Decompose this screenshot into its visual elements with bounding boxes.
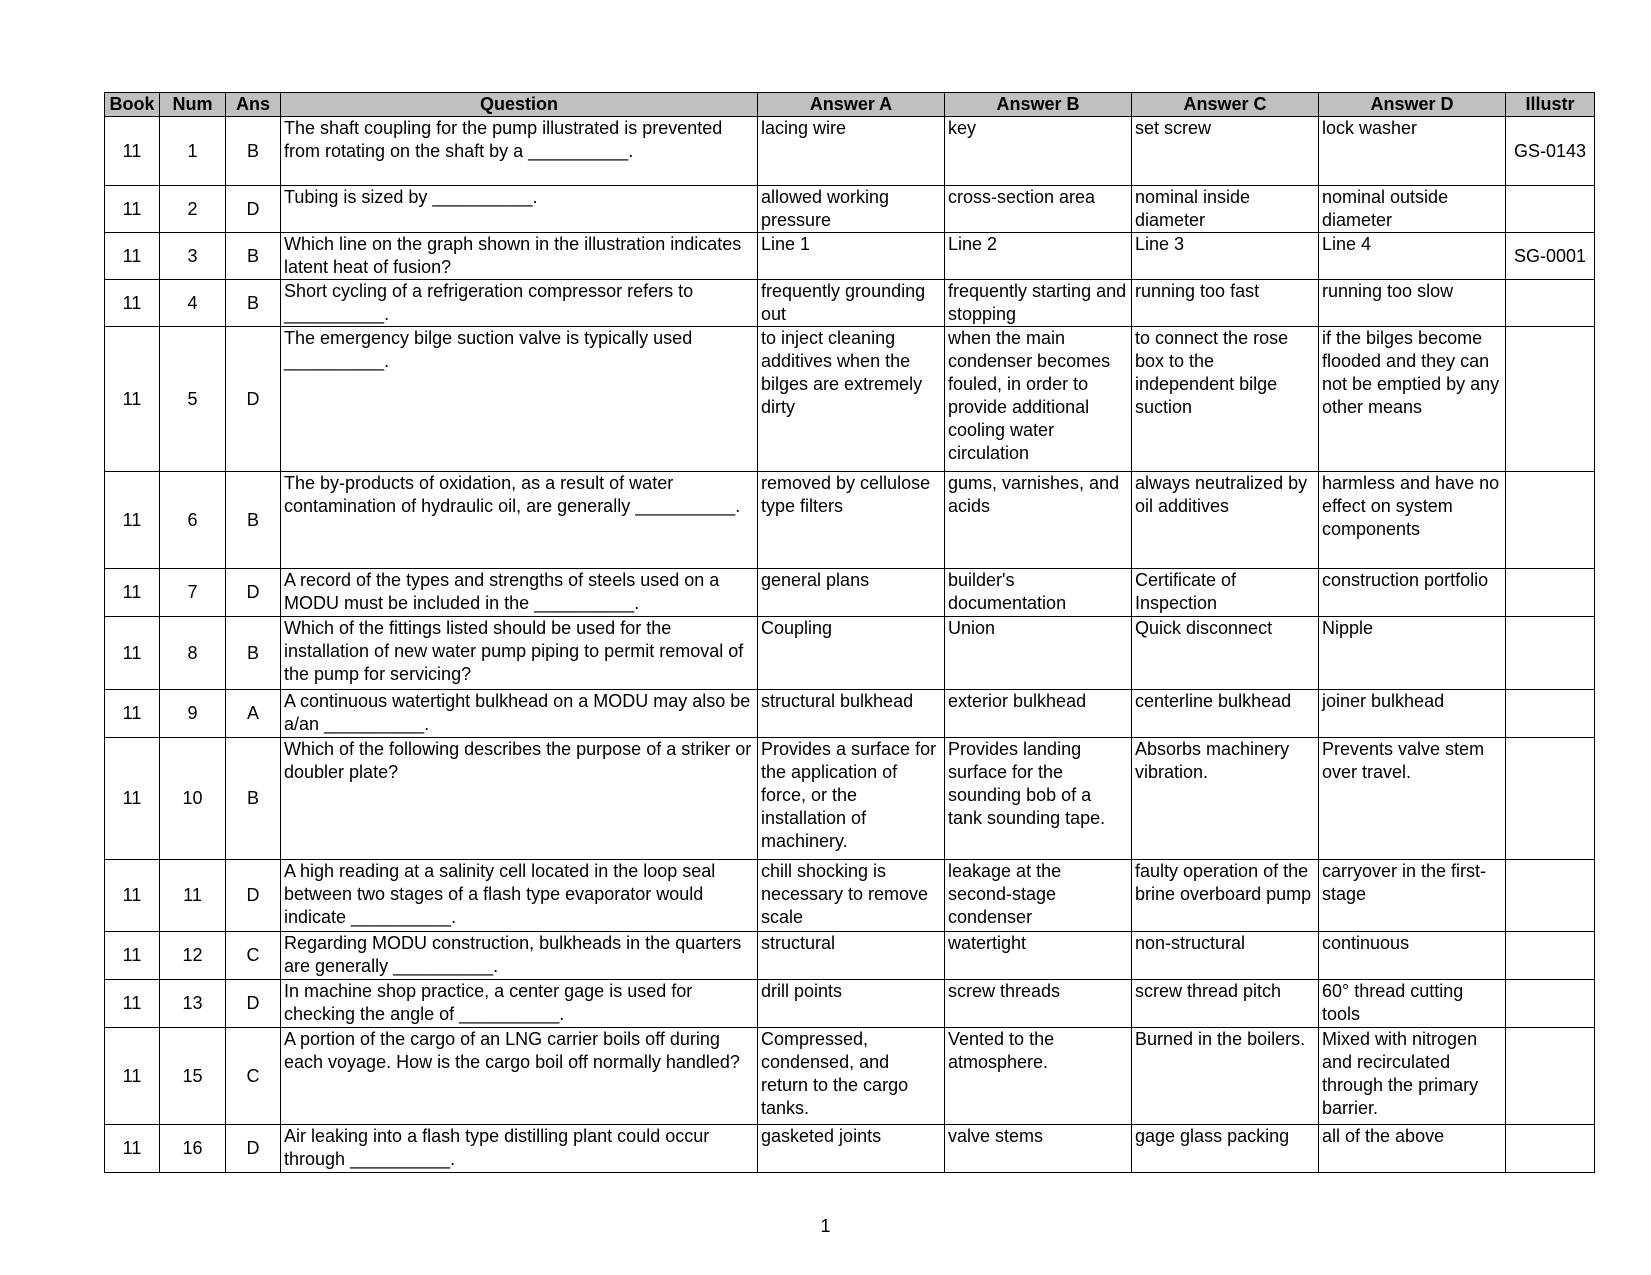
col-header-book: Book: [105, 93, 160, 117]
cell-illustr: [1506, 280, 1595, 327]
cell-answer-a: drill points: [758, 980, 945, 1028]
cell-book: 11: [105, 117, 160, 186]
cell-book: 11: [105, 327, 160, 472]
cell-num: 9: [160, 690, 226, 738]
cell-answer-d: construction portfolio: [1319, 569, 1506, 617]
cell-book: 11: [105, 932, 160, 980]
cell-question: Short cycling of a refrigeration compressor refers to __________.: [281, 280, 758, 327]
table-row: [105, 186, 1595, 233]
cell-num: 15: [160, 1028, 226, 1125]
table-row: [105, 860, 1595, 932]
col-header-question: Question: [281, 93, 758, 117]
cell-answer-b: Line 2: [945, 233, 1132, 280]
table-row: [105, 327, 1595, 472]
cell-book: 11: [105, 569, 160, 617]
cell-num: 10: [160, 738, 226, 860]
cell-answer-b: exterior bulkhead: [945, 690, 1132, 738]
cell-question: A portion of the cargo of an LNG carrier boils off during each voyage. How is the cargo boil off normally handled?: [281, 1028, 758, 1125]
cell-num: 5: [160, 327, 226, 472]
cell-answer-d: lock washer: [1319, 117, 1506, 186]
cell-answer-d: Nipple: [1319, 617, 1506, 690]
cell-book: 11: [105, 738, 160, 860]
cell-answer-a: gasketed joints: [758, 1125, 945, 1173]
cell-answer-a: structural bulkhead: [758, 690, 945, 738]
cell-ans: D: [226, 327, 281, 472]
cell-illustr: [1506, 1028, 1595, 1125]
cell-illustr: [1506, 738, 1595, 860]
cell-illustr: [1506, 472, 1595, 569]
cell-illustr: [1506, 932, 1595, 980]
table-row: [105, 233, 1595, 280]
cell-book: 11: [105, 980, 160, 1028]
cell-book: 11: [105, 617, 160, 690]
cell-question: Which line on the graph shown in the illustration indicates latent heat of fusion?: [281, 233, 758, 280]
cell-question: The shaft coupling for the pump illustrated is prevented from rotating on the shaft by a __________.: [281, 117, 758, 186]
col-header-answer-a: Answer A: [758, 93, 945, 117]
cell-question: The emergency bilge suction valve is typically used __________.: [281, 327, 758, 472]
cell-question: Regarding MODU construction, bulkheads in the quarters are generally __________.: [281, 932, 758, 980]
cell-answer-b: screw threads: [945, 980, 1132, 1028]
cell-ans: A: [226, 690, 281, 738]
cell-answer-c: running too fast: [1132, 280, 1319, 327]
cell-book: 11: [105, 472, 160, 569]
cell-answer-c: Line 3: [1132, 233, 1319, 280]
cell-illustr: SG-0001: [1506, 233, 1595, 280]
cell-answer-c: nominal inside diameter: [1132, 186, 1319, 233]
page-number: 1: [820, 1216, 831, 1236]
table-row: [105, 690, 1595, 738]
cell-answer-a: lacing wire: [758, 117, 945, 186]
cell-answer-b: leakage at the second-stage condenser: [945, 860, 1132, 932]
cell-answer-a: Compressed, condensed, and return to the cargo tanks.: [758, 1028, 945, 1125]
cell-answer-b: watertight: [945, 932, 1132, 980]
cell-num: 6: [160, 472, 226, 569]
cell-num: 13: [160, 980, 226, 1028]
col-header-ans: Ans: [226, 93, 281, 117]
cell-answer-c: set screw: [1132, 117, 1319, 186]
cell-answer-a: removed by cellulose type filters: [758, 472, 945, 569]
cell-answer-b: key: [945, 117, 1132, 186]
cell-ans: C: [226, 932, 281, 980]
cell-answer-a: general plans: [758, 569, 945, 617]
cell-illustr: [1506, 690, 1595, 738]
cell-answer-c: non-structural: [1132, 932, 1319, 980]
table-row: [105, 117, 1595, 186]
cell-ans: D: [226, 569, 281, 617]
cell-ans: B: [226, 617, 281, 690]
table-row: [105, 980, 1595, 1028]
cell-answer-a: frequently grounding out: [758, 280, 945, 327]
cell-illustr: [1506, 617, 1595, 690]
cell-book: 11: [105, 186, 160, 233]
cell-question: A record of the types and strengths of steels used on a MODU must be included in the __________.: [281, 569, 758, 617]
cell-answer-d: if the bilges become flooded and they can not be emptied by any other means: [1319, 327, 1506, 472]
cell-answer-d: Line 4: [1319, 233, 1506, 280]
cell-book: 11: [105, 860, 160, 932]
cell-answer-b: builder's documentation: [945, 569, 1132, 617]
table-row: [105, 617, 1595, 690]
cell-ans: D: [226, 186, 281, 233]
cell-answer-d: all of the above: [1319, 1125, 1506, 1173]
cell-ans: B: [226, 280, 281, 327]
header-row: [105, 93, 1595, 117]
cell-book: 11: [105, 1028, 160, 1125]
cell-answer-d: continuous: [1319, 932, 1506, 980]
cell-illustr: [1506, 569, 1595, 617]
cell-answer-b: Union: [945, 617, 1132, 690]
cell-illustr: [1506, 980, 1595, 1028]
cell-num: 16: [160, 1125, 226, 1173]
cell-answer-c: Burned in the boilers.: [1132, 1028, 1319, 1125]
col-header-answer-d: Answer D: [1319, 93, 1506, 117]
cell-illustr: GS-0143: [1506, 117, 1595, 186]
cell-answer-c: faulty operation of the brine overboard pump: [1132, 860, 1319, 932]
table-row: [105, 472, 1595, 569]
col-header-answer-b: Answer B: [945, 93, 1132, 117]
cell-num: 1: [160, 117, 226, 186]
cell-answer-b: cross-section area: [945, 186, 1132, 233]
table-row: [105, 932, 1595, 980]
cell-num: 11: [160, 860, 226, 932]
cell-answer-c: always neutralized by oil additives: [1132, 472, 1319, 569]
cell-num: 7: [160, 569, 226, 617]
cell-illustr: [1506, 860, 1595, 932]
cell-book: 11: [105, 1125, 160, 1173]
cell-question: A high reading at a salinity cell located in the loop seal between two stages of a flash type evaporator would indicate __________.: [281, 860, 758, 932]
cell-answer-c: Absorbs machinery vibration.: [1132, 738, 1319, 860]
cell-illustr: [1506, 186, 1595, 233]
table-row: [105, 280, 1595, 327]
cell-illustr: [1506, 1125, 1595, 1173]
col-header-illustr: Illustr: [1506, 93, 1595, 117]
cell-answer-a: structural: [758, 932, 945, 980]
cell-question: The by-products of oxidation, as a result of water contamination of hydraulic oil, are generally __________.: [281, 472, 758, 569]
cell-ans: D: [226, 980, 281, 1028]
cell-answer-d: running too slow: [1319, 280, 1506, 327]
cell-answer-d: joiner bulkhead: [1319, 690, 1506, 738]
cell-illustr: [1506, 327, 1595, 472]
cell-num: 3: [160, 233, 226, 280]
cell-answer-c: Quick disconnect: [1132, 617, 1319, 690]
cell-answer-b: gums, varnishes, and acids: [945, 472, 1132, 569]
cell-answer-c: Certificate of Inspection: [1132, 569, 1319, 617]
table-row: [105, 738, 1595, 860]
cell-question: A continuous watertight bulkhead on a MODU may also be a/an __________.: [281, 690, 758, 738]
question-table: [104, 92, 1595, 1173]
cell-question: In machine shop practice, a center gage is used for checking the angle of __________.: [281, 980, 758, 1028]
cell-answer-d: Prevents valve stem over travel.: [1319, 738, 1506, 860]
cell-answer-c: screw thread pitch: [1132, 980, 1319, 1028]
cell-ans: B: [226, 233, 281, 280]
cell-answer-a: to inject cleaning additives when the bilges are extremely dirty: [758, 327, 945, 472]
cell-answer-d: carryover in the first-stage: [1319, 860, 1506, 932]
cell-answer-b: Vented to the atmosphere.: [945, 1028, 1132, 1125]
cell-num: 12: [160, 932, 226, 980]
cell-book: 11: [105, 233, 160, 280]
cell-ans: B: [226, 117, 281, 186]
cell-num: 4: [160, 280, 226, 327]
cell-answer-a: Provides a surface for the application of force, or the installation of machinery.: [758, 738, 945, 860]
table-row: [105, 1125, 1595, 1173]
cell-ans: B: [226, 472, 281, 569]
cell-book: 11: [105, 690, 160, 738]
cell-answer-a: allowed working pressure: [758, 186, 945, 233]
cell-answer-b: when the main condenser becomes fouled, in order to provide additional cooling water circulation: [945, 327, 1132, 472]
cell-answer-b: frequently starting and stopping: [945, 280, 1132, 327]
cell-answer-a: Line 1: [758, 233, 945, 280]
cell-ans: C: [226, 1028, 281, 1125]
cell-answer-d: Mixed with nitrogen and recirculated through the primary barrier.: [1319, 1028, 1506, 1125]
table-row: [105, 1028, 1595, 1125]
cell-book: 11: [105, 280, 160, 327]
cell-answer-d: nominal outside diameter: [1319, 186, 1506, 233]
cell-answer-d: 60° thread cutting tools: [1319, 980, 1506, 1028]
cell-ans: D: [226, 1125, 281, 1173]
table-row: [105, 569, 1595, 617]
cell-answer-a: Coupling: [758, 617, 945, 690]
cell-answer-c: gage glass packing: [1132, 1125, 1319, 1173]
cell-num: 2: [160, 186, 226, 233]
cell-question: Tubing is sized by __________.: [281, 186, 758, 233]
col-header-answer-c: Answer C: [1132, 93, 1319, 117]
col-header-num: Num: [160, 93, 226, 117]
cell-ans: D: [226, 860, 281, 932]
cell-num: 8: [160, 617, 226, 690]
cell-answer-b: Provides landing surface for the sounding bob of a tank sounding tape.: [945, 738, 1132, 860]
cell-answer-d: harmless and have no effect on system components: [1319, 472, 1506, 569]
cell-question: Air leaking into a flash type distilling plant could occur through __________.: [281, 1125, 758, 1173]
cell-question: Which of the following describes the purpose of a striker or doubler plate?: [281, 738, 758, 860]
cell-answer-c: to connect the rose box to the independent bilge suction: [1132, 327, 1319, 472]
cell-answer-c: centerline bulkhead: [1132, 690, 1319, 738]
cell-answer-a: chill shocking is necessary to remove scale: [758, 860, 945, 932]
cell-question: Which of the fittings listed should be used for the installation of new water pump piping to permit removal of the pump for servicing?: [281, 617, 758, 690]
cell-ans: B: [226, 738, 281, 860]
cell-answer-b: valve stems: [945, 1125, 1132, 1173]
